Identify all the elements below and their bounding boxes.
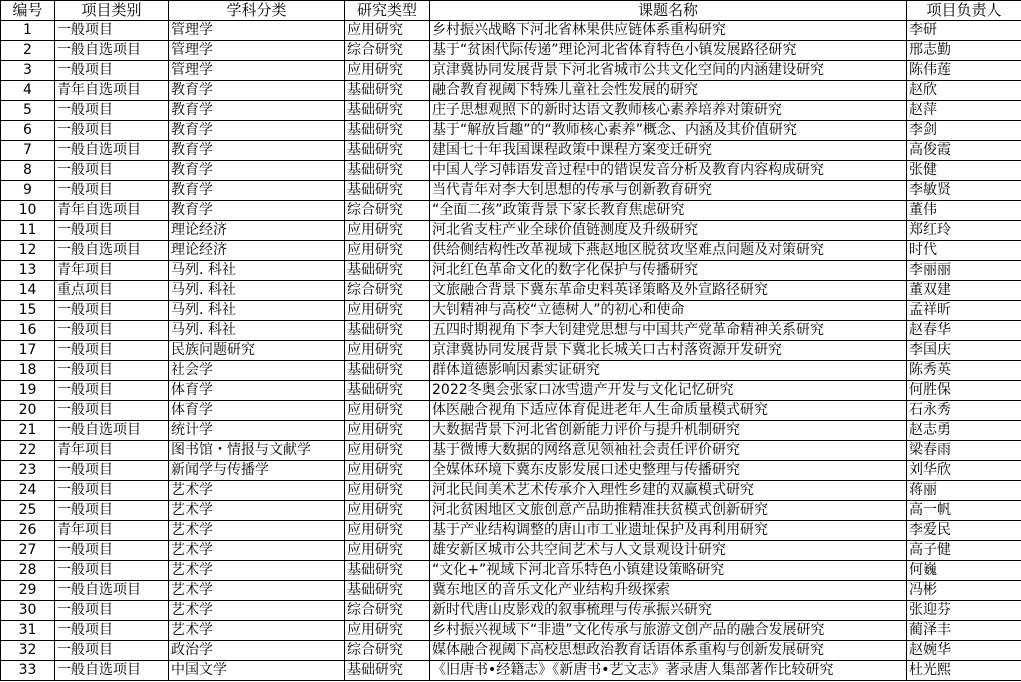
cell-category[interactable]: 一般项目 [55, 561, 169, 581]
cell-title[interactable]: 基于微博大数据的网络意见领袖社会责任评价研究 [430, 441, 907, 461]
cell-subject[interactable]: 教育学 [169, 101, 345, 121]
cell-category[interactable]: 一般自选项目 [55, 581, 169, 601]
table-row [1, 381, 1021, 401]
cell-research-type[interactable]: 基础研究 [345, 101, 430, 121]
header-research-type[interactable]: 研究类型 [345, 1, 430, 21]
cell-leader[interactable]: 赵志勇 [907, 421, 1021, 441]
cell-category[interactable]: 青年项目 [55, 261, 169, 281]
cell-research-type[interactable]: 应用研究 [345, 401, 430, 421]
cell-leader[interactable]: 赵春华 [907, 321, 1021, 341]
cell-category[interactable]: 一般项目 [55, 321, 169, 341]
table-row [1, 141, 1021, 161]
table-row [1, 641, 1021, 661]
cell-leader[interactable]: 刘华欣 [907, 461, 1021, 481]
cell-no[interactable]: 5 [1, 101, 55, 121]
cell-no[interactable]: 17 [1, 341, 55, 361]
cell-research-type[interactable]: 基础研究 [345, 361, 430, 381]
cell-leader[interactable]: 张健 [907, 161, 1021, 181]
header-title[interactable]: 课题名称 [430, 1, 907, 21]
cell-title[interactable]: 乡村振兴视域下“非遗”文化传承与旅游文创产品的融合发展研究 [430, 621, 907, 641]
table-row [1, 41, 1021, 61]
cell-title[interactable]: 基于“贫困代际传递”理论河北省体育特色小镇发展路径研究 [430, 41, 907, 61]
cell-no[interactable]: 22 [1, 441, 55, 461]
cell-no[interactable]: 23 [1, 461, 55, 481]
cell-subject[interactable]: 管理学 [169, 41, 345, 61]
cell-no[interactable]: 15 [1, 301, 55, 321]
header-no[interactable]: 编号 [1, 1, 55, 21]
cell-leader[interactable]: 赵萍 [907, 101, 1021, 121]
cell-leader[interactable]: 孟祥昕 [907, 301, 1021, 321]
cell-category[interactable]: 青年项目 [55, 521, 169, 541]
cell-research-type[interactable]: 基础研究 [345, 381, 430, 401]
cell-research-type[interactable]: 基础研究 [345, 321, 430, 341]
cell-category[interactable]: 一般项目 [55, 161, 169, 181]
cell-no[interactable]: 3 [1, 61, 55, 81]
cell-category[interactable]: 一般项目 [55, 61, 169, 81]
cell-leader[interactable]: 陈秀英 [907, 361, 1021, 381]
cell-leader[interactable]: 高俊霞 [907, 141, 1021, 161]
cell-title[interactable]: 媒体融合视阈下高校思想政治教育话语体系重构与创新发展研究 [430, 641, 907, 661]
table-row [1, 181, 1021, 201]
cell-no[interactable]: 28 [1, 561, 55, 581]
cell-title[interactable]: 大数据背景下河北省创新能力评价与提升机制研究 [430, 421, 907, 441]
cell-title[interactable]: 冀东地区的音乐文化产业结构升级探索 [430, 581, 907, 601]
cell-subject[interactable]: 教育学 [169, 121, 345, 141]
cell-title[interactable]: 京津冀协同发展背景下冀北长城关口古村落资源开发研究 [430, 341, 907, 361]
cell-category[interactable]: 一般项目 [55, 401, 169, 421]
cell-title[interactable]: 体医融合视角下适应体育促进老年人生命质量模式研究 [430, 401, 907, 421]
cell-subject[interactable]: 艺术学 [169, 581, 345, 601]
cell-research-type[interactable]: 综合研究 [345, 281, 430, 301]
cell-category[interactable]: 一般项目 [55, 481, 169, 501]
table-row [1, 261, 1021, 281]
cell-research-type[interactable]: 应用研究 [345, 521, 430, 541]
cell-leader[interactable]: 蔺泽丰 [907, 621, 1021, 641]
table-row [1, 661, 1021, 681]
cell-leader[interactable]: 时代 [907, 241, 1021, 261]
header-subject[interactable]: 学科分类 [169, 1, 345, 21]
cell-leader[interactable]: 董伟 [907, 201, 1021, 221]
table-row [1, 101, 1021, 121]
cell-no[interactable]: 1 [1, 21, 55, 41]
cell-subject[interactable]: 教育学 [169, 141, 345, 161]
cell-research-type[interactable]: 应用研究 [345, 21, 430, 41]
cell-research-type[interactable]: 应用研究 [345, 441, 430, 461]
cell-title[interactable]: 新时代唐山皮影戏的叙事梳理与传承振兴研究 [430, 601, 907, 621]
cell-category[interactable]: 一般项目 [55, 121, 169, 141]
cell-leader[interactable]: 李丽丽 [907, 261, 1021, 281]
cell-title[interactable]: “文化+”视域下河北音乐特色小镇建设策略研究 [430, 561, 907, 581]
cell-subject[interactable]: 体育学 [169, 401, 345, 421]
cell-leader[interactable]: 邢志勤 [907, 41, 1021, 61]
cell-no[interactable]: 24 [1, 481, 55, 501]
cell-subject[interactable]: 教育学 [169, 201, 345, 221]
cell-no[interactable]: 16 [1, 321, 55, 341]
cell-subject[interactable]: 艺术学 [169, 561, 345, 581]
cell-no[interactable]: 18 [1, 361, 55, 381]
cell-title[interactable]: 全媒体环境下冀东皮影发展口述史整理与传播研究 [430, 461, 907, 481]
cell-title[interactable]: 《旧唐书•经籍志》《新唐书•艺文志》著录唐人集部著作比较研究 [430, 661, 907, 681]
table-row [1, 201, 1021, 221]
cell-category[interactable]: 一般项目 [55, 21, 169, 41]
cell-research-type[interactable]: 应用研究 [345, 621, 430, 641]
cell-research-type[interactable]: 应用研究 [345, 481, 430, 501]
cell-category[interactable]: 一般项目 [55, 621, 169, 641]
table-row [1, 521, 1021, 541]
cell-research-type[interactable]: 基础研究 [345, 181, 430, 201]
header-category[interactable]: 项目类别 [55, 1, 169, 21]
table-row [1, 341, 1021, 361]
cell-category[interactable]: 一般项目 [55, 361, 169, 381]
cell-research-type[interactable]: 应用研究 [345, 221, 430, 241]
cell-subject[interactable]: 教育学 [169, 181, 345, 201]
cell-leader[interactable]: 杜光熙 [907, 661, 1021, 681]
cell-category[interactable]: 一般项目 [55, 541, 169, 561]
cell-subject[interactable]: 中国文学 [169, 661, 345, 681]
cell-no[interactable]: 21 [1, 421, 55, 441]
cell-title[interactable]: 庄子思想观照下的新时达语文教师核心素养培养对策研究 [430, 101, 907, 121]
cell-title[interactable]: 大钊精神与高校“立德树人”的初心和使命 [430, 301, 907, 321]
cell-leader[interactable]: 石永秀 [907, 401, 1021, 421]
table-row [1, 401, 1021, 421]
cell-research-type[interactable]: 应用研究 [345, 541, 430, 561]
cell-research-type[interactable]: 基础研究 [345, 661, 430, 681]
cell-subject[interactable]: 理论经济 [169, 241, 345, 261]
cell-research-type[interactable]: 综合研究 [345, 601, 430, 621]
cell-research-type[interactable]: 应用研究 [345, 241, 430, 261]
cell-no[interactable]: 7 [1, 141, 55, 161]
cell-subject[interactable]: 马列. 科社 [169, 281, 345, 301]
table-row [1, 621, 1021, 641]
cell-subject[interactable]: 艺术学 [169, 601, 345, 621]
cell-category[interactable]: 一般项目 [55, 501, 169, 521]
table-row [1, 361, 1021, 381]
cell-subject[interactable]: 管理学 [169, 21, 345, 41]
cell-research-type[interactable]: 基础研究 [345, 261, 430, 281]
cell-no[interactable]: 31 [1, 621, 55, 641]
cell-category[interactable]: 重点项目 [55, 281, 169, 301]
table-row [1, 541, 1021, 561]
cell-leader[interactable]: 何巍 [907, 561, 1021, 581]
cell-title[interactable]: 2022冬奥会张家口冰雪遗产开发与文化记忆研究 [430, 381, 907, 401]
cell-subject[interactable]: 管理学 [169, 61, 345, 81]
cell-subject[interactable]: 民族问题研究 [169, 341, 345, 361]
cell-title[interactable]: 京津冀协同发展背景下河北省城市公共文化空间的内涵建设研究 [430, 61, 907, 81]
cell-no[interactable]: 25 [1, 501, 55, 521]
table-row [1, 321, 1021, 341]
cell-category[interactable]: 一般项目 [55, 641, 169, 661]
cell-title[interactable]: 文旅融合背景下冀东革命史料英译策略及外宣路径研究 [430, 281, 907, 301]
cell-research-type[interactable]: 基础研究 [345, 121, 430, 141]
cell-leader[interactable]: 张迎芬 [907, 601, 1021, 621]
cell-research-type[interactable]: 基础研究 [345, 81, 430, 101]
table-row [1, 81, 1021, 101]
cell-category[interactable]: 一般自选项目 [55, 661, 169, 681]
cell-subject[interactable]: 马列. 科社 [169, 301, 345, 321]
cell-no[interactable]: 10 [1, 201, 55, 221]
cell-leader[interactable]: 高子健 [907, 541, 1021, 561]
cell-research-type[interactable]: 应用研究 [345, 301, 430, 321]
table-row [1, 241, 1021, 261]
cell-research-type[interactable]: 基础研究 [345, 161, 430, 181]
cell-leader[interactable]: 李爱民 [907, 521, 1021, 541]
cell-no[interactable]: 6 [1, 121, 55, 141]
cell-leader[interactable]: 李国庆 [907, 341, 1021, 361]
cell-subject[interactable]: 艺术学 [169, 501, 345, 521]
cell-subject[interactable]: 教育学 [169, 161, 345, 181]
cell-no[interactable]: 32 [1, 641, 55, 661]
cell-leader[interactable]: 李剑 [907, 121, 1021, 141]
cell-title[interactable]: 融合教育视阈下特殊儿童社会性发展的研究 [430, 81, 907, 101]
cell-no[interactable]: 2 [1, 41, 55, 61]
cell-leader[interactable]: 梁春雨 [907, 441, 1021, 461]
cell-subject[interactable]: 艺术学 [169, 541, 345, 561]
cell-category[interactable]: 一般项目 [55, 601, 169, 621]
cell-no[interactable]: 20 [1, 401, 55, 421]
table-row [1, 121, 1021, 141]
table-row [1, 301, 1021, 321]
cell-title[interactable]: 基于“解放旨趣”的“教师核心素养”概念、内涵及其价值研究 [430, 121, 907, 141]
header-row [1, 1, 1021, 21]
cell-no[interactable]: 30 [1, 601, 55, 621]
table-body [1, 21, 1021, 681]
cell-subject[interactable]: 理论经济 [169, 221, 345, 241]
cell-category[interactable]: 一般自选项目 [55, 241, 169, 261]
table-row [1, 61, 1021, 81]
cell-category[interactable]: 一般项目 [55, 221, 169, 241]
table-row [1, 221, 1021, 241]
cell-no[interactable]: 12 [1, 241, 55, 261]
cell-leader[interactable]: 蒋丽 [907, 481, 1021, 501]
table-row [1, 601, 1021, 621]
cell-title[interactable]: 基于产业结构调整的唐山市工业遗址保护及再利用研究 [430, 521, 907, 541]
cell-leader[interactable]: 冯彬 [907, 581, 1021, 601]
header-leader[interactable]: 项目负责人 [907, 1, 1021, 21]
cell-no[interactable]: 13 [1, 261, 55, 281]
cell-subject[interactable]: 艺术学 [169, 621, 345, 641]
table-row [1, 421, 1021, 441]
cell-title[interactable]: 当代青年对李大钊思想的传承与创新教育研究 [430, 181, 907, 201]
table-row [1, 581, 1021, 601]
cell-research-type[interactable]: 综合研究 [345, 201, 430, 221]
cell-title[interactable]: 五四时期视角下李大钊建党思想与中国共产党革命精神关系研究 [430, 321, 907, 341]
cell-research-type[interactable]: 综合研究 [345, 641, 430, 661]
table-row [1, 281, 1021, 301]
cell-category[interactable]: 一般项目 [55, 461, 169, 481]
cell-title[interactable]: 雄安新区城市公共空间艺术与人文景观设计研究 [430, 541, 907, 561]
cell-no[interactable]: 27 [1, 541, 55, 561]
cell-title[interactable]: 河北贫困地区文旅创意产品助推精准扶贫模式创新研究 [430, 501, 907, 521]
cell-no[interactable]: 14 [1, 281, 55, 301]
cell-category[interactable]: 一般自选项目 [55, 421, 169, 441]
cell-no[interactable]: 19 [1, 381, 55, 401]
cell-research-type[interactable]: 基础研究 [345, 581, 430, 601]
cell-subject[interactable]: 教育学 [169, 81, 345, 101]
cell-title[interactable]: “全面二孩”政策背景下家长教育焦虑研究 [430, 201, 907, 221]
cell-category[interactable]: 一般项目 [55, 381, 169, 401]
cell-subject[interactable]: 图书馆・情报与文献学 [169, 441, 345, 461]
cell-leader[interactable]: 赵婉华 [907, 641, 1021, 661]
table-row [1, 561, 1021, 581]
cell-leader[interactable]: 高一帆 [907, 501, 1021, 521]
cell-research-type[interactable]: 应用研究 [345, 501, 430, 521]
cell-leader[interactable]: 赵欣 [907, 81, 1021, 101]
cell-subject[interactable]: 马列. 科社 [169, 261, 345, 281]
cell-no[interactable]: 26 [1, 521, 55, 541]
cell-title[interactable]: 中国人学习韩语发音过程中的错误发音分析及教育内容构成研究 [430, 161, 907, 181]
cell-title[interactable]: 供给侧结构性改革视域下燕赵地区脱贫攻坚难点问题及对策研究 [430, 241, 907, 261]
cell-leader[interactable]: 李敏贤 [907, 181, 1021, 201]
table-row [1, 441, 1021, 461]
cell-title[interactable]: 河北红色革命文化的数字化保护与传播研究 [430, 261, 907, 281]
cell-category[interactable]: 青年自选项目 [55, 201, 169, 221]
cell-research-type[interactable]: 基础研究 [345, 141, 430, 161]
cell-no[interactable]: 29 [1, 581, 55, 601]
cell-title[interactable]: 河北省支柱产业全球价值链测度及升级研究 [430, 221, 907, 241]
cell-category[interactable]: 一般项目 [55, 341, 169, 361]
cell-leader[interactable]: 李研 [907, 21, 1021, 41]
cell-category[interactable]: 青年自选项目 [55, 81, 169, 101]
cell-leader[interactable]: 陈伟莲 [907, 61, 1021, 81]
table-row [1, 461, 1021, 481]
cell-no[interactable]: 9 [1, 181, 55, 201]
cell-subject[interactable]: 社会学 [169, 361, 345, 381]
table-row [1, 21, 1021, 41]
cell-no[interactable]: 8 [1, 161, 55, 181]
cell-subject[interactable]: 艺术学 [169, 521, 345, 541]
cell-subject[interactable]: 马列. 科社 [169, 321, 345, 341]
cell-subject[interactable]: 政治学 [169, 641, 345, 661]
cell-category[interactable]: 一般项目 [55, 181, 169, 201]
cell-subject[interactable]: 艺术学 [169, 481, 345, 501]
cell-category[interactable]: 青年项目 [55, 441, 169, 461]
cell-research-type[interactable]: 综合研究 [345, 41, 430, 61]
cell-no[interactable]: 4 [1, 81, 55, 101]
cell-leader[interactable]: 何胜保 [907, 381, 1021, 401]
cell-leader[interactable]: 郑红玲 [907, 221, 1021, 241]
cell-category[interactable]: 一般项目 [55, 101, 169, 121]
cell-research-type[interactable]: 应用研究 [345, 61, 430, 81]
cell-no[interactable]: 33 [1, 661, 55, 681]
cell-subject[interactable]: 新闻学与传播学 [169, 461, 345, 481]
cell-no[interactable]: 11 [1, 221, 55, 241]
cell-category[interactable]: 一般自选项目 [55, 41, 169, 61]
cell-title[interactable]: 乡村振兴战略下河北省林果供应链体系重构研究 [430, 21, 907, 41]
cell-leader[interactable]: 董双建 [907, 281, 1021, 301]
table-row [1, 481, 1021, 501]
cell-subject[interactable]: 统计学 [169, 421, 345, 441]
cell-title[interactable]: 建国七十年我国课程政策中课程方案变迁研究 [430, 141, 907, 161]
cell-research-type[interactable]: 应用研究 [345, 341, 430, 361]
cell-research-type[interactable]: 应用研究 [345, 421, 430, 441]
cell-subject[interactable]: 体育学 [169, 381, 345, 401]
cell-category[interactable]: 一般自选项目 [55, 141, 169, 161]
cell-title[interactable]: 河北民间美术艺术传承介入理性乡建的双赢模式研究 [430, 481, 907, 501]
cell-category[interactable]: 一般项目 [55, 301, 169, 321]
table-row [1, 161, 1021, 181]
table-row [1, 501, 1021, 521]
cell-research-type[interactable]: 基础研究 [345, 561, 430, 581]
cell-title[interactable]: 群体道德影响因素实证研究 [430, 361, 907, 381]
cell-research-type[interactable]: 应用研究 [345, 461, 430, 481]
